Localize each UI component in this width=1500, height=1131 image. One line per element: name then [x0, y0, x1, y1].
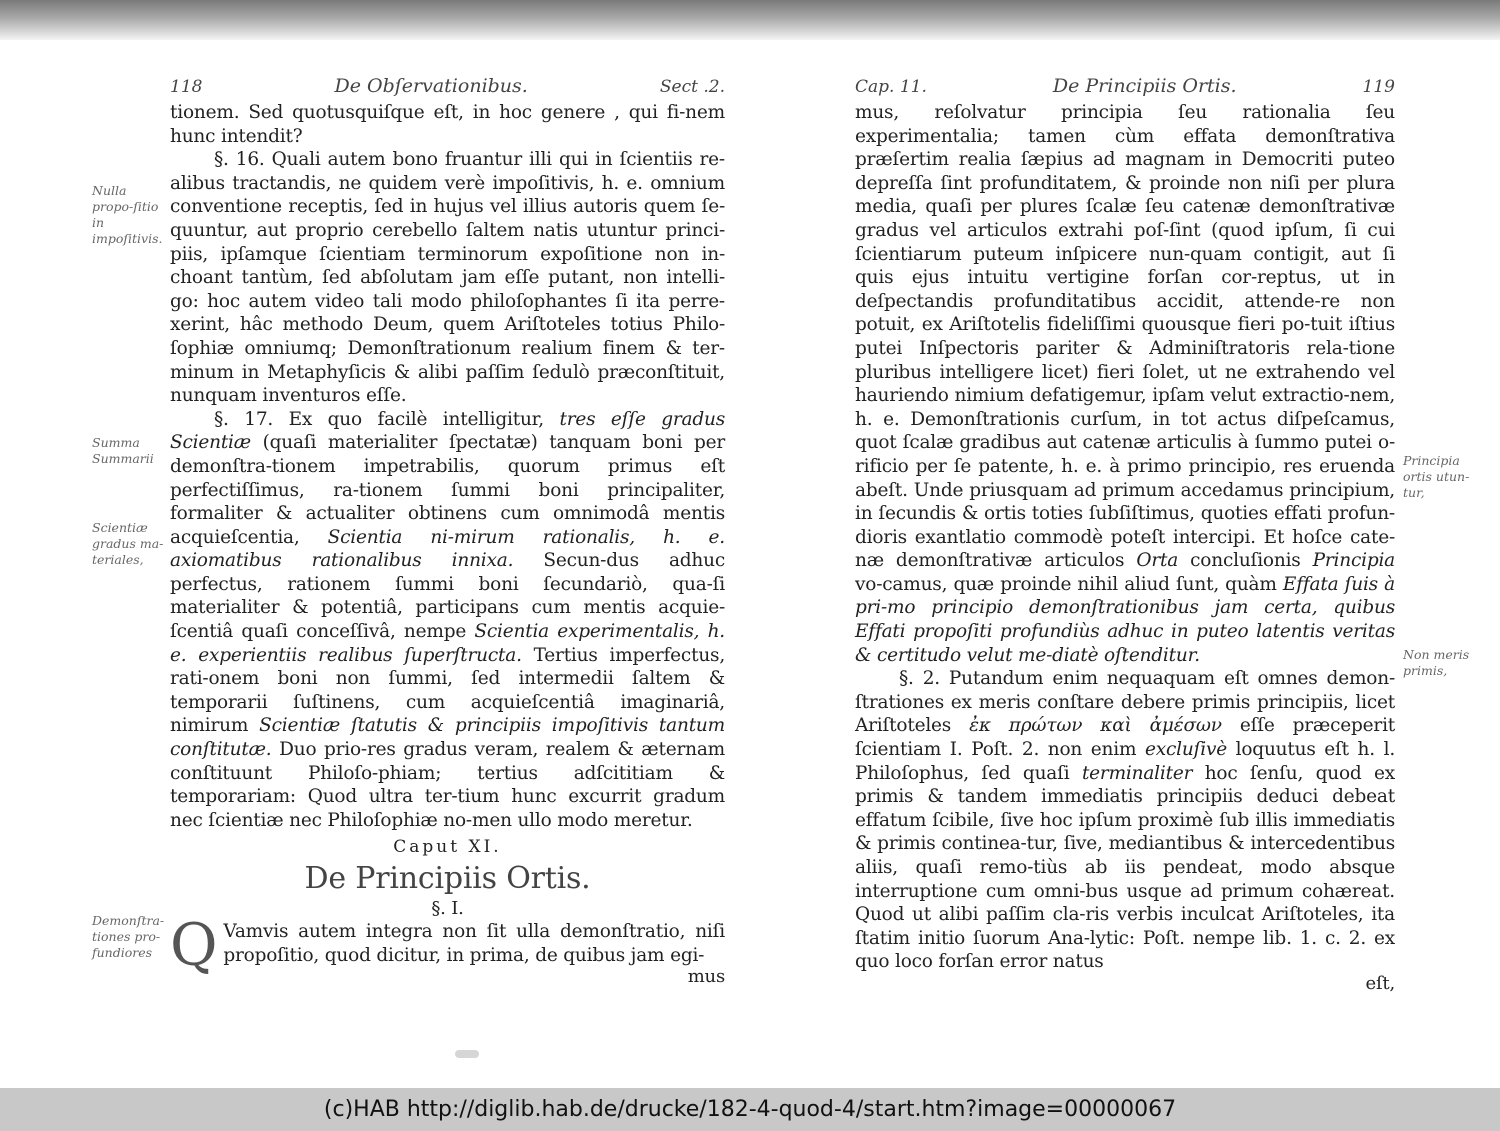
p17-italic-h: Scientiæ ſtatutis & principiis impoſitivis tantum conſtitutæ. — [170, 715, 725, 761]
r-p2-text-a: §. 2. Putandum enim nequaquam eſt omnes demon-ſtrationes ex meris conſtare debere primis principiis, licet Ariſtoteles — [855, 668, 1395, 737]
right-chapter-label: Cap. 11. — [855, 77, 927, 97]
left-section-label: Sect .2. — [659, 77, 725, 97]
r-p1-italic-b: Orta — [1136, 550, 1179, 572]
left-margin-note-4: Demonſtra-tiones pro-fundiores — [92, 913, 165, 960]
drop-cap: Q — [170, 911, 218, 979]
r-p2-italic-e: terminaliter — [1081, 762, 1193, 784]
right-catchword: eſt, — [1365, 972, 1395, 994]
left-catchword: mus — [687, 966, 725, 988]
paragraph-1-continuation — [855, 101, 1395, 667]
r-p2-italic-c: excluſivè — [1145, 739, 1227, 761]
chapter-label: Caput XI. — [393, 837, 502, 858]
ink-smudge — [455, 1050, 479, 1058]
left-margin-note-2: Summa Summarii — [92, 435, 154, 466]
chapter-title: De Principiis Ortis. — [304, 861, 591, 896]
left-page-number: 118 — [170, 77, 203, 97]
r-p1-text-e: vo-camus, quæ proinde nihil aliud ſunt, quàm — [855, 573, 1277, 595]
scan-top-edge — [0, 0, 1500, 40]
r-p1-italic-f: Effata ſuis à pri-mo principio demonſtrationibus jam certa, quibus Effati propoſiti profundiùs adhuc in puteo latentis veritas & certitudo velut me-diatè oſtenditur. — [855, 573, 1395, 666]
r-p2-text-f: hoc ſenſu, quod ex primis & tandem immediatis principiis deduci debeat effatum ſcibile, ſive hoc ipſum proximè ſub illis immediatis & primis continea-tur, ſive, mediantibus & intercedentibus aliis, quaſi remo-tiùs ab iis pendeat, modo absque interruptione cum omni-bus usque ad primum cohæreat. Quod ut alibi paſſim cla-ris verbis inculcat Ariſtoteles, ita ſtatim initio ſuorum Ana-lytic: Poſt. nempe lib. 1. c. 2. ex quo loco forſan error natus — [855, 762, 1395, 973]
right-running-title: De Principiis Ortis. — [1052, 75, 1237, 97]
footer-credit — [0, 1088, 1500, 1131]
left-page-body — [170, 101, 725, 987]
left-margin-note-3: Scientiæ gradus ma-teriales, — [92, 520, 164, 567]
right-margin-note-2: Non meris primis, — [1403, 647, 1470, 678]
paragraph-16: §. 16. Quali autem bono fruantur illi qui in ſcientiis re-alibus tractandis, ne quidem verè impoſitivis, h. e. omnium conventione receptis, ſed in hujus vel illius autoris quem ſe-quuntur, aut proprio cerebello ſaltem natis utuntur princi-piis, ipſamque ſcientiam terminorum expoſitione non in-choant tantùm, ſed abſolutam jam eſſe putant, non intelli-go: hoc autem video tali modo philoſophantes ſi ita perre-xerint, hâc methodo Deum, quem Ariſtoteles totius Philo-ſophiæ omniumq; Demonſtrationum realium finem & ter-minum in Metaphyſicis & alibi paſſim ſedulò præconſtituit, nunquam inventuros eſſe. — [170, 149, 725, 407]
paragraph-17 — [170, 408, 725, 833]
footer-credit-text: (c)HAB http://diglib.hab.de/drucke/182-4-quod-4/start.htm?image=00000067 — [323, 1097, 1177, 1122]
section-mark: §. I. — [431, 898, 464, 919]
right-margin-note-1: Principia ortis utun-tur, — [1403, 453, 1470, 500]
r-p1-italic-d: Principia — [1312, 550, 1396, 572]
p17-text-c: (quaſi materialiter ſpectatæ) tanquam boni per demonſtra-tionem impetrabilis, quorum primus eſt perfectiſſimus, ra-tionem ſummi boni principaliter, formaliter & actualiter obtinens cum omnimodâ mentis acquieſcentia, — [170, 432, 725, 548]
chapter-start-text: Vamvis autem integra non ſit ulla demonſtratio, niſi propoſitio, quod dicitur, in prima, de quibus jam egi- — [223, 921, 725, 966]
p17-text-e: Secun-dus adhuc perfectus, rationem ſummi boni ſecundariò, qua-ſi materialiter & potentiâ, participans cum mentis acquie-ſcentiâ quaſi conceſſivâ, nempe — [170, 550, 726, 643]
left-page — [92, 75, 726, 988]
left-margin-note-1: Nulla propo-ſitio in impoſitivis. — [92, 183, 163, 246]
r-p1-text-a: mus, reſolvatur principia ſeu rationalia ſeu experimentalia; tamen cùm effata demonſtrativa præſertim realia ſæpius ad magnam in Democriti puteo depreſſa ſint profunditatem, & proinde non niſi per plura media, quaſi per plures ſcalæ ſeu catenæ demonſtrativæ gradus vel articulos extrahi poſ-ſint (quod ipſum, ſi cui ſcientiarum puteum inſpicere nun-quam contigit, aut ſi quis ejus intuitu vertigine forſan cor-reptus, ut in deſpectandis profunditatibus accidit, attende-re non potuit, ex Ariſtotelis fideliſſimi quousque fieri po-tuit iſtius putei Inſpectoris pariter & Adminiſtratoris rela-tione pluribus intelligere licet) fieri ſolet, ut ne extrahendo vel hauriendo nimium defatigemur, ipſam velut extractio-nem, h. e. Demonſtrationis curſum, in tot actus diſpeſcamus, quot ſcalæ gradibus aut catenæ articulis à ſummo putei o-rificio per ſe patente, h. e. à primo principio, res eruenda abeſt. Unde priusquam ad primum accedamus principium, in ſecundis & ortis toties ſubſiſtimus, quoties effati profun-dioris exantlatio commodè poteſt intercipi. Et hoſce cate-næ demonſtrativæ articulos — [855, 102, 1395, 572]
right-page — [855, 75, 1470, 994]
right-page-header — [855, 75, 1395, 101]
p17-italic-d: Scientia ni-mirum rationalis, h. e. axiomatibus rationalibus innixa. — [170, 526, 725, 572]
r-p2-text-d: loquutus eſt h. l. Philoſophus, ſed quaſi — [855, 739, 1396, 784]
p17-text-i: Duo prio-res gradus veram, realem & æternam conſtituunt Philoſo-phiam; tertius adſcititiam & temporariam: Quod ultra ter-tium hunc excurrit gradum nec ſcientiæ nec Philoſophiæ no-men ullo modo meretur. — [170, 739, 725, 831]
paragraph-2 — [855, 667, 1395, 974]
p17-italic-f: Scientia experimentalis, h. e. experientiis realibus ſuperſtructa. — [170, 621, 725, 666]
r-p2-text-b: eſſe præceperit ſcientiam I. Poſt. 2. non enim — [855, 715, 1396, 761]
paragraph-continuation: tionem. Sed quotusquiſque eſt, in hoc genere , qui fi-nem hunc intendit? — [170, 102, 725, 147]
r-p1-text-c: concluſionis — [1190, 550, 1301, 572]
p17-text-g: Tertius imperfectus, rati-onem boni non ſummi, ſed intermedii ſaltem & temporarii ſuſtinens, cum acquieſcentiâ imaginariâ, nimirum — [170, 644, 726, 737]
greek-phrase: ἐκ πρώτων καὶ ἀμέσων — [969, 715, 1222, 737]
left-page-header — [170, 75, 725, 101]
p17-italic-b: tres eſſe gradus Scientiæ — [170, 408, 725, 454]
left-running-title: De Obſervationibus. — [334, 75, 528, 97]
right-page-body — [855, 101, 1395, 994]
right-page-number: 119 — [1362, 77, 1395, 97]
p17-text-a: §. 17. Ex quo facilè intelligitur, — [214, 408, 544, 430]
